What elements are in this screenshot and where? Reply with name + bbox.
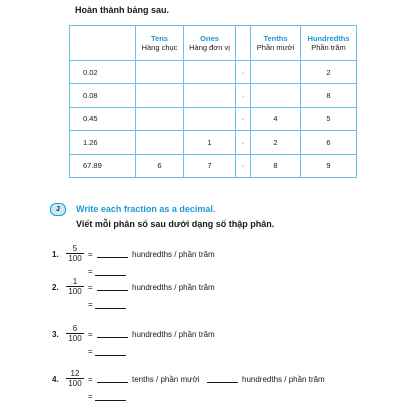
table-cell[interactable] bbox=[184, 61, 236, 84]
table-cell: 5 bbox=[301, 107, 357, 130]
table-cell[interactable] bbox=[136, 107, 184, 130]
header-number bbox=[70, 26, 136, 61]
numerator: 5 bbox=[66, 244, 84, 254]
question-number: 4. bbox=[52, 375, 59, 384]
question-number: 2. bbox=[52, 283, 59, 292]
table-row bbox=[70, 61, 357, 84]
answer-line bbox=[88, 267, 126, 276]
table-cell: 67.89 bbox=[70, 154, 136, 177]
header-tenths: Tenths Phần mười bbox=[251, 26, 301, 61]
answer-blank[interactable] bbox=[97, 249, 128, 258]
table-row bbox=[70, 107, 357, 130]
equals-sign: = bbox=[88, 267, 93, 276]
numerator: 6 bbox=[66, 324, 84, 334]
numerator: 1 bbox=[66, 277, 84, 287]
table-cell: 9 bbox=[301, 154, 357, 177]
denominator: 100 bbox=[68, 334, 82, 343]
equals-sign: = bbox=[88, 283, 93, 292]
header-tens: Tens Hàng chục bbox=[136, 26, 184, 61]
section-subtitle: Viết mỗi phân số sau dưới dạng số thập phân. bbox=[76, 219, 275, 229]
table-cell[interactable] bbox=[184, 107, 236, 130]
fraction bbox=[66, 277, 84, 296]
table-cell: 7 bbox=[184, 154, 236, 177]
table-row bbox=[70, 131, 357, 154]
table-cell[interactable] bbox=[136, 131, 184, 154]
place-value-table bbox=[69, 25, 357, 178]
section-badge: J bbox=[50, 203, 66, 216]
answer-blank[interactable] bbox=[95, 347, 126, 356]
numerator: 12 bbox=[66, 369, 84, 379]
answer-blank[interactable] bbox=[95, 300, 126, 309]
equals-sign: = bbox=[88, 300, 93, 309]
table-cell: 8 bbox=[301, 84, 357, 107]
table-cell: · bbox=[236, 154, 251, 177]
question-number: 3. bbox=[52, 330, 59, 339]
answer-blank[interactable] bbox=[207, 374, 238, 383]
table-row bbox=[70, 154, 357, 177]
unit-label: hundredths / phần trăm bbox=[132, 330, 215, 339]
unit-label-hundredths: hundredths / phần trăm bbox=[242, 375, 325, 384]
table-cell: 6 bbox=[136, 154, 184, 177]
fraction bbox=[66, 324, 84, 343]
table-cell: 1 bbox=[184, 131, 236, 154]
table-cell: 8 bbox=[251, 154, 301, 177]
header-ones: Ones Hàng đơn vị bbox=[184, 26, 236, 61]
table-cell[interactable] bbox=[184, 84, 236, 107]
instruction-text: Hoàn thành bảng sau. bbox=[75, 5, 170, 15]
question-number: 1. bbox=[52, 250, 59, 259]
equals-sign: = bbox=[88, 250, 93, 259]
table-cell: · bbox=[236, 107, 251, 130]
denominator: 100 bbox=[68, 254, 82, 263]
table-cell: 4 bbox=[251, 107, 301, 130]
answer-line bbox=[88, 300, 126, 309]
answer-blank[interactable] bbox=[97, 329, 128, 338]
table-cell: 2 bbox=[301, 61, 357, 84]
table-cell: · bbox=[236, 84, 251, 107]
table-cell: 0.02 bbox=[70, 61, 136, 84]
table-cell: · bbox=[236, 131, 251, 154]
table-cell: 0.08 bbox=[70, 84, 136, 107]
table-cell: · bbox=[236, 61, 251, 84]
table-cell: 2 bbox=[251, 131, 301, 154]
equals-sign: = bbox=[88, 392, 93, 401]
answer-blank[interactable] bbox=[97, 282, 128, 291]
equals-sign: = bbox=[88, 330, 93, 339]
table-row bbox=[70, 84, 357, 107]
unit-label: hundredths / phần trăm bbox=[132, 283, 215, 292]
answer-blank[interactable] bbox=[97, 374, 128, 383]
equals-sign: = bbox=[88, 375, 93, 384]
table-header-row bbox=[70, 26, 357, 61]
table-cell: 1.26 bbox=[70, 131, 136, 154]
denominator: 100 bbox=[68, 379, 82, 388]
fraction bbox=[66, 244, 84, 263]
table-cell: 6 bbox=[301, 131, 357, 154]
fraction bbox=[66, 369, 84, 388]
equals-sign: = bbox=[88, 347, 93, 356]
table-cell[interactable] bbox=[251, 61, 301, 84]
unit-label-tenths: tenths / phần mười bbox=[132, 375, 200, 384]
header-point bbox=[236, 26, 251, 61]
table-cell: 0.45 bbox=[70, 107, 136, 130]
unit-label: hundredths / phần trăm bbox=[132, 250, 215, 259]
section-title: Write each fraction as a decimal. bbox=[76, 204, 216, 214]
denominator: 100 bbox=[68, 287, 82, 296]
table-cell[interactable] bbox=[136, 84, 184, 107]
header-hundredths: Hundredths Phần trăm bbox=[301, 26, 357, 61]
table-cell[interactable] bbox=[136, 61, 184, 84]
answer-blank[interactable] bbox=[95, 267, 126, 276]
table-cell[interactable] bbox=[251, 84, 301, 107]
answer-line bbox=[88, 347, 126, 356]
